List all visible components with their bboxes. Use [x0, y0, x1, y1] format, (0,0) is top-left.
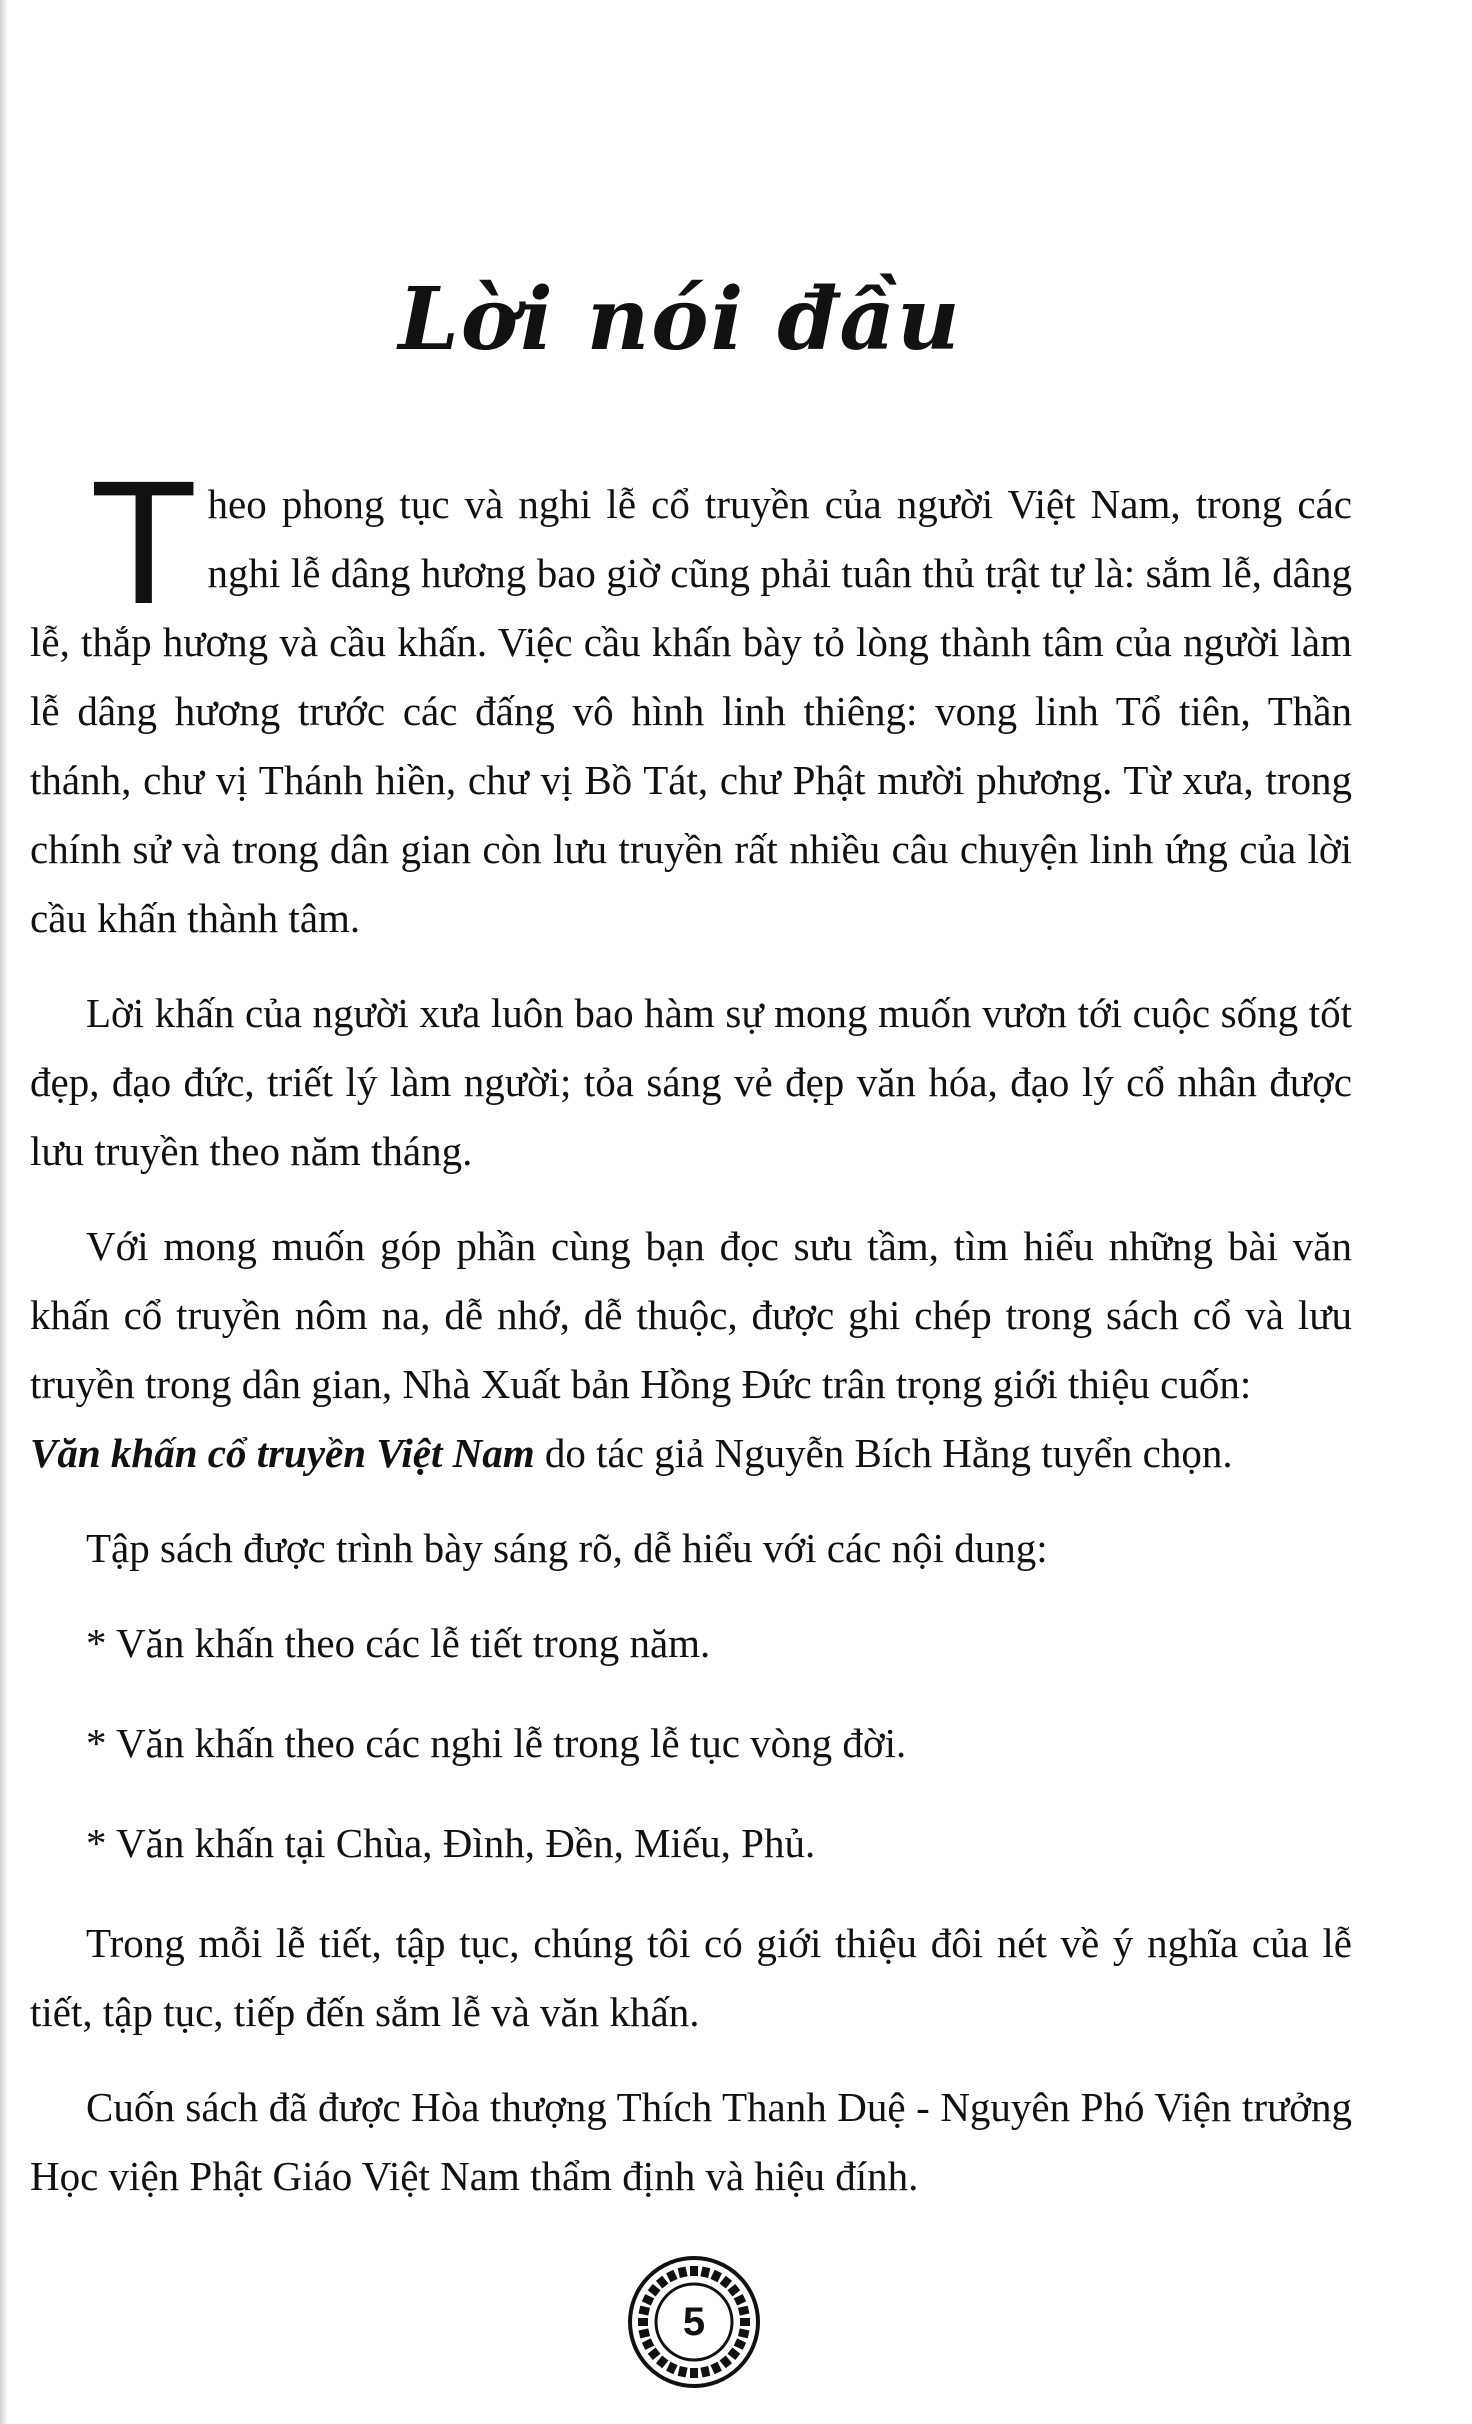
list-item: * Văn khấn theo các lễ tiết trong năm.: [86, 1620, 711, 1666]
paragraph-6: Cuốn sách đã được Hòa thượng Thích Thanh Duệ - Nguyên Phó Viện trưởng Học viện Phật Giáo Việt Nam thẩm định và hiệu đính.: [30, 2084, 1352, 2199]
book-title: Văn khấn cổ truyền Việt Nam: [30, 1430, 535, 1476]
book-page: [30, 0, 1352, 2424]
paragraph-1-text: heo phong tục và nghi lễ cổ truyền của người Việt Nam, trong các nghi lễ dâng hương bao giờ cũng phải tuân thủ trật tự là: sắm lễ, dâng lễ, thắp hương và cầu khấn. Việc cầu khấn bày tỏ lòng thành tâm của người làm lễ dâng hương trước các đấng vô hình linh thiêng: vong linh Tổ tiên, Thần thánh, chư vị Thánh hiền, chư vị Bồ Tát, chư Phật mười phương. Từ xưa, trong chính sử và trong dân gian còn lưu truyền rất nhiều câu chuyện linh ứng của lời cầu khấn thành tâm.: [30, 481, 1352, 941]
paragraph-3: [30, 1212, 1352, 1488]
paragraph-3-end: do tác giả Nguyễn Bích Hằng tuyển chọn.: [544, 1430, 1233, 1476]
page-title: Lời nói đầu: [398, 269, 962, 370]
paragraph-2: Lời khấn của người xưa luôn bao hàm sự mong muốn vươn tới cuộc sống tốt đẹp, đạo đức, triết lý làm người; tỏa sáng vẻ đẹp văn hóa, đạo lý cổ nhân được lưu truyền theo năm tháng.: [30, 990, 1352, 1174]
list-item: * Văn khấn tại Chùa, Đình, Đền, Miếu, Phủ.: [86, 1820, 816, 1866]
page-edge-shadow: [0, 0, 8, 2424]
drop-cap: T: [90, 445, 198, 641]
list-item: * Văn khấn theo các nghi lễ trong lễ tục vòng đời.: [86, 1720, 907, 1766]
paragraph-1: [30, 445, 1352, 953]
paragraph-5: Trong mỗi lễ tiết, tập tục, chúng tôi có giới thiệu đôi nét về ý nghĩa của lễ tiết, tập tục, tiếp đến sắm lễ và văn khấn.: [30, 1920, 1352, 2035]
paragraph-4: Tập sách được trình bày sáng rõ, dễ hiểu với các nội dung:: [86, 1525, 1048, 1571]
page-number: 5: [682, 2300, 706, 2344]
page-number-badge: [626, 2254, 762, 2390]
paragraph-3-start: Với mong muốn góp phần cùng bạn đọc sưu tầm, tìm hiểu những bài văn khấn cổ truyền nôm na, dễ nhớ, dễ thuộc, được ghi chép trong sách cổ và lưu truyền trong dân gian, Nhà Xuất bản Hồng Đức trân trọng giới thiệu cuốn:: [30, 1223, 1352, 1407]
body-text: [30, 445, 1352, 2237]
